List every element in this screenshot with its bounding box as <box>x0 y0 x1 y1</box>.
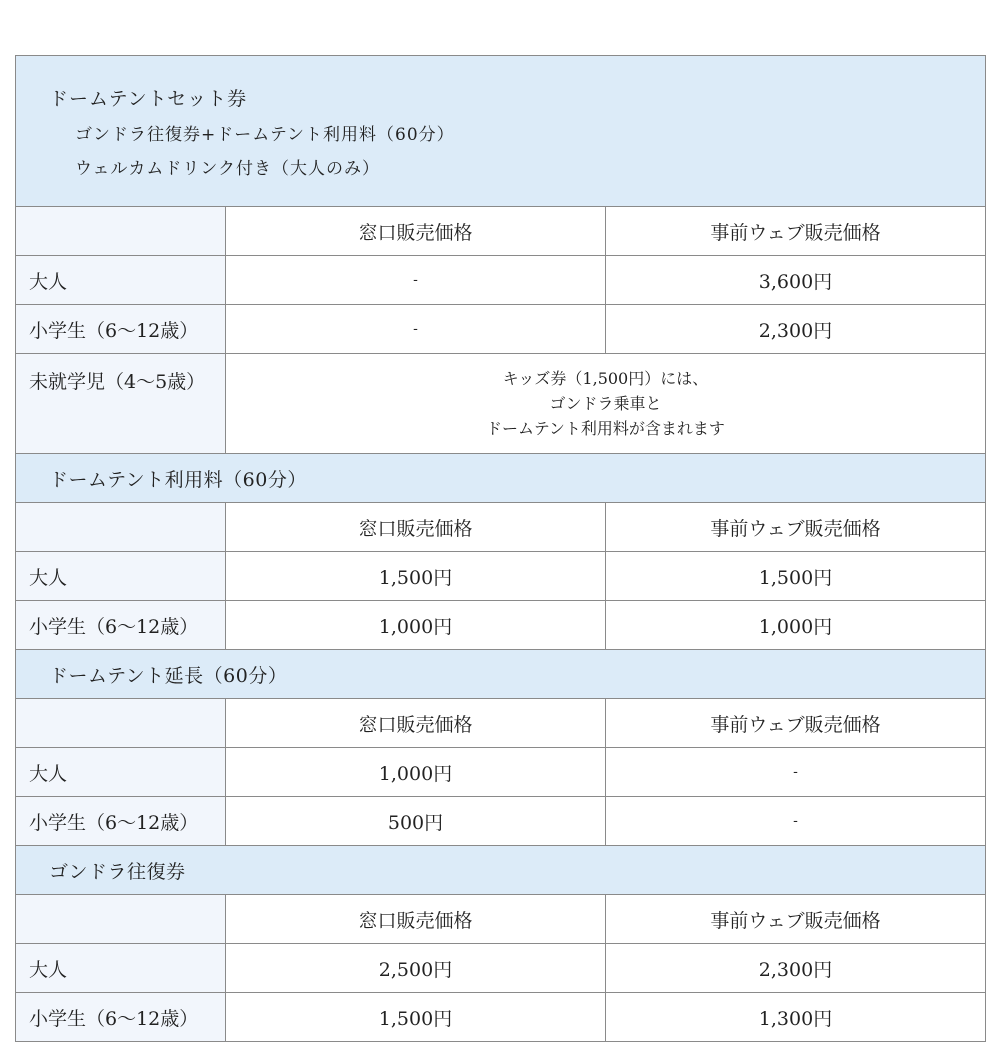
column-header-counter-price: 窓口販売価格 <box>226 699 606 748</box>
row-label: 小学生（6〜12歳） <box>16 993 226 1042</box>
row-label: 大人 <box>16 944 226 993</box>
web-price: 1,500円 <box>606 552 986 601</box>
section-subtitle: ゴンドラ往復券+ドームテント利用料（60分） <box>75 125 455 145</box>
section-header-cell <box>16 56 986 207</box>
column-header-web-price: 事前ウェブ販売価格 <box>606 895 986 944</box>
column-header-row <box>16 699 986 748</box>
row-label: 大人 <box>16 256 226 305</box>
table-row <box>16 797 986 846</box>
column-header-row <box>16 503 986 552</box>
column-header-counter-price: 窓口販売価格 <box>226 503 606 552</box>
column-header-web-price: 事前ウェブ販売価格 <box>606 503 986 552</box>
column-header-counter-price: 窓口販売価格 <box>226 895 606 944</box>
table-row <box>16 256 986 305</box>
row-label: 大人 <box>16 748 226 797</box>
section-title: ドームテント延長（60分） <box>16 650 986 699</box>
row-label: 小学生（6〜12歳） <box>16 305 226 354</box>
counter-price: - <box>226 305 606 354</box>
table-row <box>16 305 986 354</box>
column-header-empty <box>16 207 226 256</box>
counter-price: 1,000円 <box>226 748 606 797</box>
section-header-dome-tent-extension <box>16 650 986 699</box>
row-label: 小学生（6〜12歳） <box>16 601 226 650</box>
web-price: 2,300円 <box>606 305 986 354</box>
column-header-empty <box>16 503 226 552</box>
kids-ticket-note <box>226 354 986 454</box>
web-price: 3,600円 <box>606 256 986 305</box>
web-price: 2,300円 <box>606 944 986 993</box>
note-line: ドームテント利用料が含まれます <box>486 419 725 438</box>
price-table <box>15 55 986 1042</box>
counter-price: 2,500円 <box>226 944 606 993</box>
section-title: ゴンドラ往復券 <box>16 846 986 895</box>
web-price: 1,300円 <box>606 993 986 1042</box>
column-header-row <box>16 895 986 944</box>
column-header-counter-price: 窓口販売価格 <box>226 207 606 256</box>
section-header-gondola-round-trip <box>16 846 986 895</box>
section-title: ドームテントセット券 <box>49 88 248 110</box>
web-price: - <box>606 748 986 797</box>
section-header-dome-tent-fee <box>16 454 986 503</box>
column-header-row <box>16 207 986 256</box>
row-label: 小学生（6〜12歳） <box>16 797 226 846</box>
counter-price: 1,500円 <box>226 993 606 1042</box>
section-header-dome-tent-set <box>16 56 986 207</box>
row-label: 未就学児（4〜5歳） <box>16 354 226 454</box>
counter-price: 500円 <box>226 797 606 846</box>
table-row <box>16 748 986 797</box>
counter-price: 1,500円 <box>226 552 606 601</box>
table-row <box>16 944 986 993</box>
counter-price: 1,000円 <box>226 601 606 650</box>
counter-price: - <box>226 256 606 305</box>
column-header-web-price: 事前ウェブ販売価格 <box>606 699 986 748</box>
section-title: ドームテント利用料（60分） <box>16 454 986 503</box>
column-header-empty <box>16 699 226 748</box>
row-label: 大人 <box>16 552 226 601</box>
web-price: 1,000円 <box>606 601 986 650</box>
column-header-empty <box>16 895 226 944</box>
table-row <box>16 552 986 601</box>
note-line: キッズ券（1,500円）には、 <box>502 369 709 388</box>
table-row <box>16 993 986 1042</box>
table-row <box>16 354 986 454</box>
note-line: ゴンドラ乗車と <box>549 394 662 413</box>
table-row <box>16 601 986 650</box>
web-price: - <box>606 797 986 846</box>
column-header-web-price: 事前ウェブ販売価格 <box>606 207 986 256</box>
section-subtitle: ウェルカムドリンク付き（大人のみ） <box>75 159 380 179</box>
